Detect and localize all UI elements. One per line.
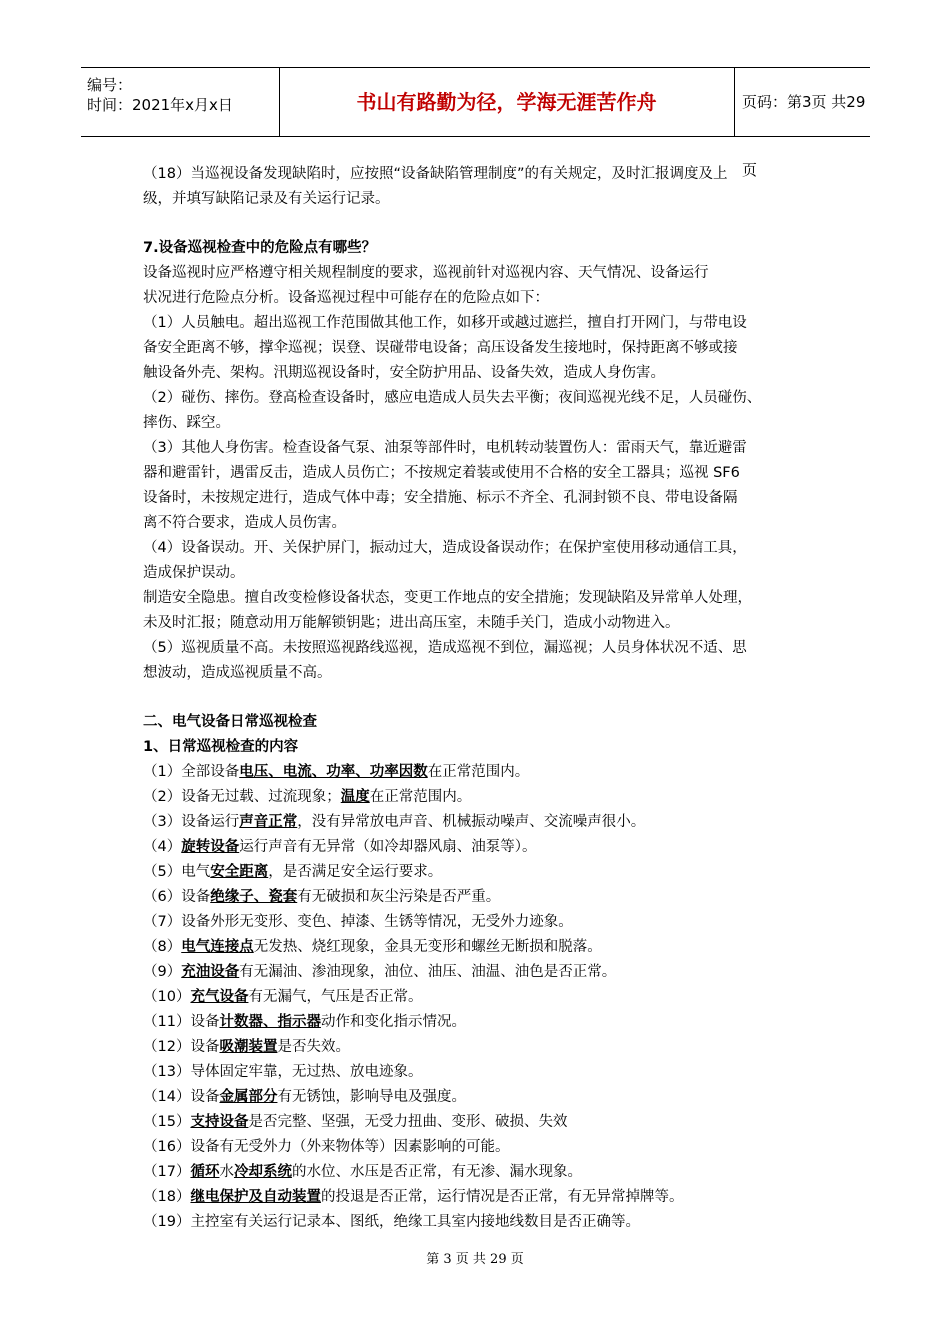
list-item <box>143 1185 683 1206</box>
list-item <box>143 1060 422 1081</box>
list-item <box>143 1160 582 1181</box>
emphasized-term: 安全距离 <box>210 864 269 880</box>
item-text: ，是否满足安全运行要求。 <box>268 864 443 880</box>
item-text: 无发热、烧红现象，金具无变形和螺丝无断损和脱落。 <box>253 939 602 955</box>
section-heading: 7.设备巡视检查中的危险点有哪些？ <box>143 240 377 256</box>
emphasized-term: 充气设备 <box>190 989 249 1005</box>
paragraph-line: 未及时汇报；随意动用万能解锁钥匙；进出高压室，未随手关门，造成小动物进入。 <box>143 615 680 631</box>
document-date: 时间：2021年x月x日 <box>87 96 233 114</box>
item-text: （3）设备运行 <box>143 814 240 830</box>
page-footer: 第 3 页 共 29 页 <box>426 1252 524 1267</box>
item-text: 的投退是否正常，运行情况是否正常，有无异常掉牌等。 <box>320 1189 684 1205</box>
item-text: （4） <box>143 839 182 855</box>
emphasized-term: 绝缘子、瓷套 <box>210 889 298 905</box>
paragraph-line: （5）巡视质量不高。未按照巡视路线巡视，造成巡视不到位，漏巡视；人员身体状况不适、思 <box>143 640 747 656</box>
item-text: （2）设备无过载、过流现象； <box>143 789 341 805</box>
item-text: （11）设备 <box>143 1014 220 1030</box>
item-text: 在正常范围内。 <box>369 789 472 805</box>
item-text: （10） <box>143 989 191 1005</box>
emphasized-term: 电压、电流、功率、功率因数 <box>239 764 428 780</box>
header-page-info: 页码：第3页 共29页 <box>742 93 866 179</box>
item-text: （6）设备 <box>143 889 211 905</box>
item-text: 有无锈蚀，影响导电及强度。 <box>277 1089 466 1105</box>
list-item <box>143 1035 350 1056</box>
list-item <box>143 1010 466 1031</box>
paragraph-line: （3）其他人身伤害。检查设备气泵、油泵等部件时，电机转动装置伤人：雷雨天气，靠近避雷 <box>143 440 747 456</box>
item-text: （18） <box>143 1189 191 1205</box>
item-text: （13）导体固定牢靠，无过热、放电迹象。 <box>143 1064 423 1080</box>
item-text: （9） <box>143 964 182 980</box>
paragraph-line: （18）当巡视设备发现缺陷时，应按照“设备缺陷管理制度”的有关规定，及时汇报调度及上 <box>143 166 728 182</box>
emphasized-term: 温度 <box>340 789 370 805</box>
emphasized-term: 吸潮装置 <box>219 1039 278 1055</box>
item-text: （1）全部设备 <box>143 764 240 780</box>
item-text: （15） <box>143 1114 191 1130</box>
emphasized-term: 支持设备 <box>190 1114 249 1130</box>
item-text: （7）设备外形无变形、变色、掉漆、生锈等情况，无受外力迹象。 <box>143 914 573 930</box>
list-item <box>143 1085 466 1106</box>
emphasized-term: 充油设备 <box>181 964 240 980</box>
item-text: ，没有异常放电声音、机械振动噪声、交流噪声很小。 <box>297 814 646 830</box>
list-item <box>143 810 645 831</box>
header-motto: 书山有路勤为径，学海无涯苦作舟 <box>279 68 735 136</box>
list-item <box>143 785 471 806</box>
paragraph-line: 状况进行危险点分析。设备巡视过程中可能存在的危险点如下： <box>143 290 549 306</box>
emphasized-term: 旋转设备 <box>181 839 240 855</box>
emphasized-term: 电气连接点 <box>181 939 254 955</box>
item-text: 在正常范围内。 <box>427 764 530 780</box>
emphasized-term: 金属部分 <box>219 1089 278 1105</box>
paragraph-line: 设备巡视时应严格遵守相关规程制度的要求，巡视前针对巡视内容、天气情况、设备运行 <box>143 265 709 281</box>
paragraph-line: 设备时，未按规定进行，造成气体中毒；安全措施、标示不齐全、孔洞封锁不良、带电设备隔 <box>143 490 738 506</box>
list-item <box>143 1135 509 1156</box>
item-text: 是否完整、坚强，无受力扭曲、变形、破损、失效 <box>248 1114 568 1130</box>
emphasized-term: 冷却系统 <box>233 1164 292 1180</box>
paragraph-line: 器和避雷针，遇雷反击，造成人员伤亡；不按规定着装或使用不合格的安全工器具；巡视 SF6 <box>143 465 740 481</box>
emphasized-term: 循环 <box>190 1164 220 1180</box>
item-text: （8） <box>143 939 182 955</box>
item-text: 水 <box>219 1164 234 1180</box>
paragraph-line: 摔伤、踩空。 <box>143 415 230 431</box>
document-number: 编号： <box>87 76 133 94</box>
item-text: 有无漏油、渗油现象，油位、油压、油温、油色是否正常。 <box>239 964 617 980</box>
paragraph-line: （1）人员触电。超出巡视工作范围做其他工作，如移开或越过遮拦，擅自打开网门，与带电设 <box>143 315 747 331</box>
paragraph-line: 备安全距离不够，撑伞巡视；误登、误碰带电设备；高压设备发生接地时，保持距离不够或接 <box>143 340 738 356</box>
paragraph-line: （2）碰伤、摔伤。登高检查设备时，感应电造成人员失去平衡；夜间巡视光线不足，人员碰伤、 <box>143 390 762 406</box>
item-text: 运行声音有无异常（如冷却器风扇、油泵等）。 <box>239 839 537 855</box>
list-item <box>143 860 442 881</box>
paragraph-line: 级，并填写缺陷记录及有关运行记录。 <box>143 191 390 207</box>
emphasized-term: 声音正常 <box>239 814 298 830</box>
list-item <box>143 1110 567 1131</box>
subsection-heading: 1、日常巡视检查的内容 <box>143 739 299 755</box>
item-text: （12）设备 <box>143 1039 220 1055</box>
list-item <box>143 1210 640 1231</box>
item-text: 是否失效。 <box>277 1039 350 1055</box>
item-text: （14）设备 <box>143 1089 220 1105</box>
list-item <box>143 885 500 906</box>
list-item <box>143 960 616 981</box>
list-item <box>143 935 602 956</box>
item-text: （19）主控室有关运行记录本、图纸，绝缘工具室内接地线数目是否正确等。 <box>143 1214 640 1230</box>
list-item <box>143 760 529 781</box>
item-text: 有无破损和灰尘污染是否严重。 <box>297 889 501 905</box>
item-text: 有无漏气，气压是否正常。 <box>248 989 423 1005</box>
item-text: （16）设备有无受外力（外来物体等）因素影响的可能。 <box>143 1139 510 1155</box>
emphasized-term: 计数器、指示器 <box>219 1014 321 1030</box>
paragraph-line: 触设备外壳、架构。汛期巡视设备时，安全防护用品、设备失效，造成人身伤害。 <box>143 365 665 381</box>
item-text: 动作和变化指示情况。 <box>320 1014 466 1030</box>
paragraph-line: （4）设备误动。开、关保护屏门，振动过大，造成设备误动作；在保护室使用移动通信工具， <box>143 540 747 556</box>
section-heading: 二、电气设备日常巡视检查 <box>143 714 317 730</box>
header-info <box>81 68 280 136</box>
paragraph-line: 造成保护误动。 <box>143 565 245 581</box>
item-text: （5）电气 <box>143 864 211 880</box>
paragraph-line: 制造安全隐患。擅自改变检修设备状态，变更工作地点的安全措施；发现缺陷及异常单人处理， <box>143 590 752 606</box>
paragraph-line: 想波动，造成巡视质量不高。 <box>143 665 332 681</box>
list-item <box>143 835 536 856</box>
item-text: （17） <box>143 1164 191 1180</box>
emphasized-term: 继电保护及自动装置 <box>190 1189 321 1205</box>
paragraph-line: 离不符合要求，造成人员伤害。 <box>143 515 346 531</box>
list-item <box>143 910 573 931</box>
item-text: 的水位、水压是否正常，有无渗、漏水现象。 <box>291 1164 582 1180</box>
list-item <box>143 985 422 1006</box>
